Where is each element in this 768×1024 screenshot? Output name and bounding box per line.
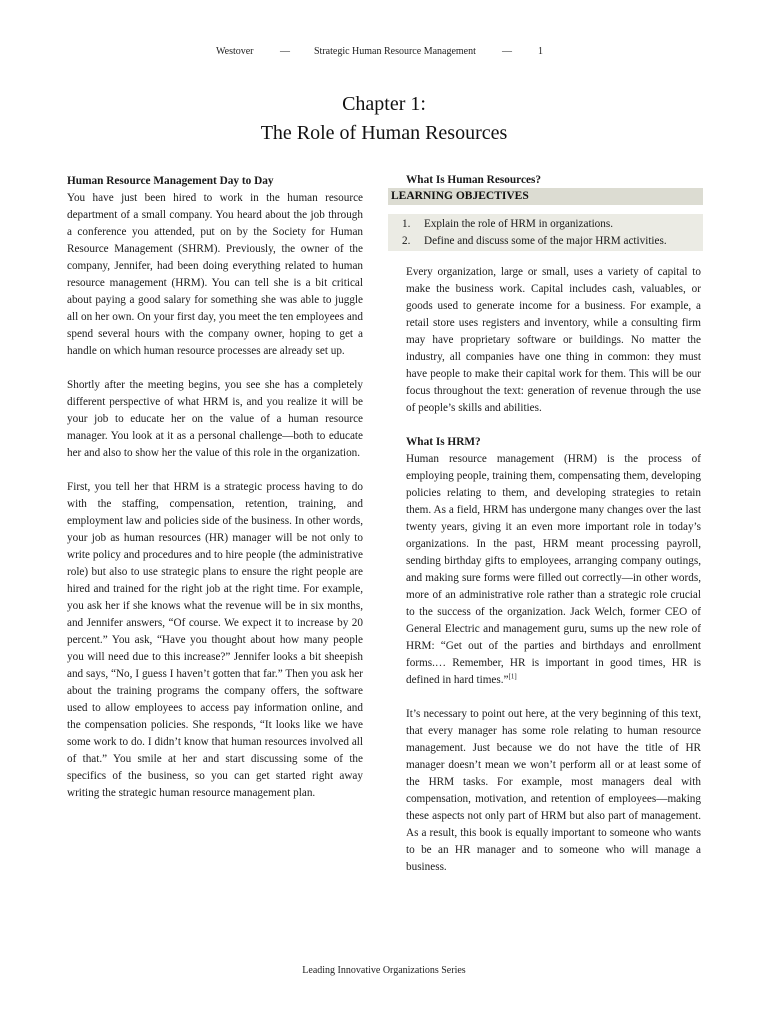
chapter-number: Chapter 1:	[342, 93, 426, 115]
body-paragraph: Shortly after the meeting begins, you see she has a completely different perspective of what HRM is, and you realize it will be your job to educate her on the value of a human resource manager. You look at it as a personal challenge—both to educate her and also to show her the value of this role in the organization.	[67, 379, 363, 459]
body-paragraph: It’s necessary to point out here, at the very beginning of this text, that every manager has some role relating to human resource management. Just because we do not have the title of HR manager doesn’t mean we won’t perform all or at least some of the HRM tasks. For example, most managers deal with compensation, motivation, and retention of employees—making these aspects not only part of HRM but also part of management. As a result, this book is equally important to someone who wants to be an HR manager and to someone who will manage a business.	[406, 708, 701, 873]
header-page-number: 1	[538, 46, 543, 57]
right-column-heading	[406, 172, 701, 189]
section-heading-what-is-hr: What Is Human Resources?	[406, 174, 542, 186]
body-paragraph: You have just been hired to work in the human resource department of a small company. You heard about the job through a conference you attended, put on by the Society for Human Resource Management (SHRM). Previously, the owner of the company, Jennifer, had been doing everything related to human resource management (HRM). You can tell she is a bit critical about paying a good salary for something she was able to juggle all on her own. On your first day, you meet the ten employees and spend several hours with the company owner, hoping to get a handle on which human resource processes are already set up.	[67, 192, 363, 357]
header-separator: —	[502, 46, 512, 57]
chapter-heading: The Role of Human Resources	[260, 122, 508, 144]
chapter-title	[0, 90, 768, 148]
section-heading-day-to-day: Human Resource Management Day to Day	[67, 175, 274, 187]
objective-number: 2.	[402, 235, 411, 247]
body-paragraph	[406, 451, 701, 689]
learning-objective-item	[388, 216, 703, 233]
section-heading-what-is-hrm: What Is HRM?	[406, 436, 481, 448]
header-author: Westover	[216, 46, 254, 57]
left-column	[67, 173, 363, 802]
learning-objectives-list	[388, 214, 703, 251]
right-column-body	[406, 264, 701, 893]
header-separator: —	[280, 46, 290, 57]
learning-objectives-header: LEARNING OBJECTIVES	[388, 188, 703, 205]
footnote-ref[interactable]: [1]	[508, 672, 517, 681]
header-book-title: Strategic Human Resource Management	[314, 46, 476, 57]
body-paragraph: Every organization, large or small, uses a variety of capital to make the business work. Capital includes cash, valuables, or goods used to generate income for a business. For example, a retail store uses registers and inventory, while a consulting firm may have proprietary software or buildings. No matter the industry, all companies have one thing in common: they must have people to make their capital work for them. This will be our focus throughout the text: generation of revenue through the use of people’s skills and abilities.	[406, 266, 701, 414]
body-paragraph: First, you tell her that HRM is a strategic process having to do with the staffing, compensation, retention, training, and employment law and policies side of the business. In other words, your job as human resources (HR) manager will be not only to write policy and procedures and to hire people (the administrative role) but also to use strategic plans to ensure the right people are hired and trained for the right job at the right time. For example, you ask her if she knows what the revenue will be in six months, and Jennifer answers, “Of course. We expect it to increase by 20 percent.” You ask, “Have you thought about how many people you will need due to this increase?” Jennifer looks a bit sheepish and says, “No, I guess I haven’t gotten that far.” Then you ask her about the training programs the company offers, the software used to allow employees to access pay information online, and the compensation policies. She responds, “It looks like we have some work to do. I didn’t know that human resources involved all of that.” You smile at her and start discussing some of the specifics of the business, so you can get started right away writing the strategic human resource management plan.	[67, 481, 363, 799]
objective-text: Explain the role of HRM in organizations.	[424, 218, 614, 230]
objective-number: 1.	[402, 218, 411, 230]
page-footer: Leading Innovative Organizations Series	[302, 965, 466, 976]
hrm-paragraph-text: Human resource management (HRM) is the process of employing people, training them, compensating them, developing policies relating to them, and developing strategies to retain them. As a field, HRM has undergone many changes over the last twenty years, giving it an even more important role in today’s organizations. In the past, HRM meant processing payroll, sending birthday gifts to employees, arranging company outings, and making sure forms were filled out correctly—in other words, more of an administrative role rather than a strategic role crucial to the success of the organization. Jack Welch, former CEO of General Electric and management guru, sums up the new role of HRM: “Get out of the parties and birthdays and enrollment forms.… Remember, HR is important in good times, HR is defined in hard times.”	[406, 453, 701, 686]
objective-text: Define and discuss some of the major HRM activities.	[424, 235, 667, 247]
learning-objective-item	[388, 233, 703, 250]
